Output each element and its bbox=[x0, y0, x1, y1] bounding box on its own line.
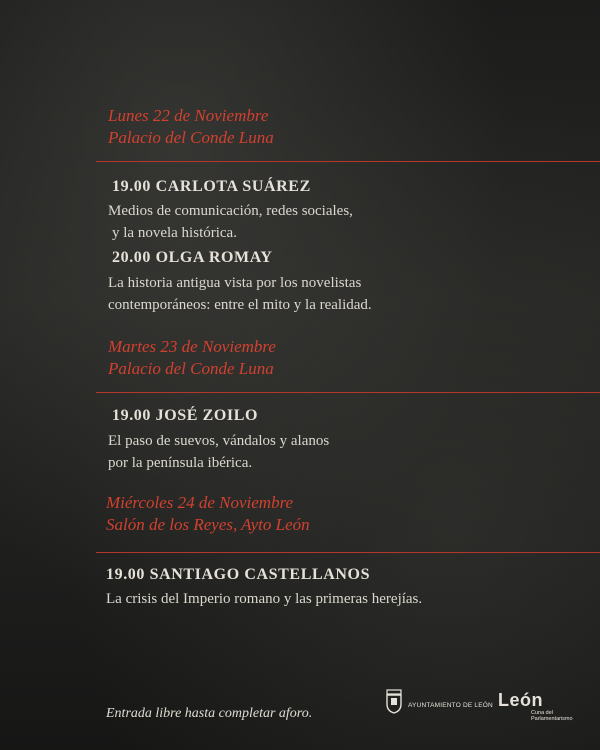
day-1-header bbox=[108, 105, 274, 149]
day-3-date: Miércoles 24 de Noviembre bbox=[106, 493, 294, 512]
day-1-date: Lunes 22 de Noviembre bbox=[108, 106, 269, 125]
talk-line: La crisis del Imperio romano y las primeras herejías. bbox=[106, 591, 423, 607]
day-2-place: Palacio del Conde Luna bbox=[108, 359, 274, 378]
ayuntamiento-label: AYUNTAMIENTO DE LEÓN bbox=[408, 702, 493, 709]
talk-title bbox=[106, 588, 422, 610]
leon-logo bbox=[498, 690, 573, 724]
speaker-olga-romay: 20.00 OLGA ROMAY bbox=[112, 249, 273, 266]
talk-line: La historia antigua vista por los novelistas bbox=[108, 275, 362, 291]
divider bbox=[96, 392, 600, 393]
talk-line: Medios de comunicación, redes sociales, bbox=[108, 203, 353, 219]
talk-title bbox=[108, 430, 329, 474]
talk-line: y la novela histórica. bbox=[112, 225, 237, 241]
speaker-carlota-suarez: 19.00 CARLOTA SUÁREZ bbox=[112, 178, 311, 195]
ayuntamiento-logo bbox=[384, 688, 494, 724]
talk-title bbox=[108, 272, 372, 316]
talk-line: por la península ibérica. bbox=[108, 455, 253, 471]
free-entry-note: Entrada libre hasta completar aforo. bbox=[106, 706, 313, 721]
talk-title bbox=[108, 200, 353, 244]
leon-logo-word: León bbox=[498, 690, 543, 710]
divider bbox=[96, 161, 600, 162]
coat-of-arms-icon bbox=[384, 688, 404, 714]
speaker-jose-zoilo: 19.00 JOSÉ ZOILO bbox=[112, 407, 259, 424]
day-1-place: Palacio del Conde Luna bbox=[108, 128, 274, 147]
day-2-header bbox=[108, 336, 276, 380]
day-3-header bbox=[106, 492, 310, 536]
speaker-santiago-castellanos: 19.00 SANTIAGO CASTELLANOS bbox=[106, 566, 371, 583]
divider bbox=[96, 552, 600, 553]
talk-line: El paso de suevos, vándalos y alanos bbox=[108, 433, 330, 449]
day-2-date: Martes 23 de Noviembre bbox=[108, 337, 276, 356]
talk-line: contemporáneos: entre el mito y la realidad. bbox=[108, 297, 372, 313]
leon-logo-sub1: Cuna del bbox=[531, 710, 554, 716]
leon-logo-sub2: Parlamentarismo bbox=[531, 716, 573, 722]
day-3-place: Salón de los Reyes, Ayto León bbox=[106, 515, 310, 534]
